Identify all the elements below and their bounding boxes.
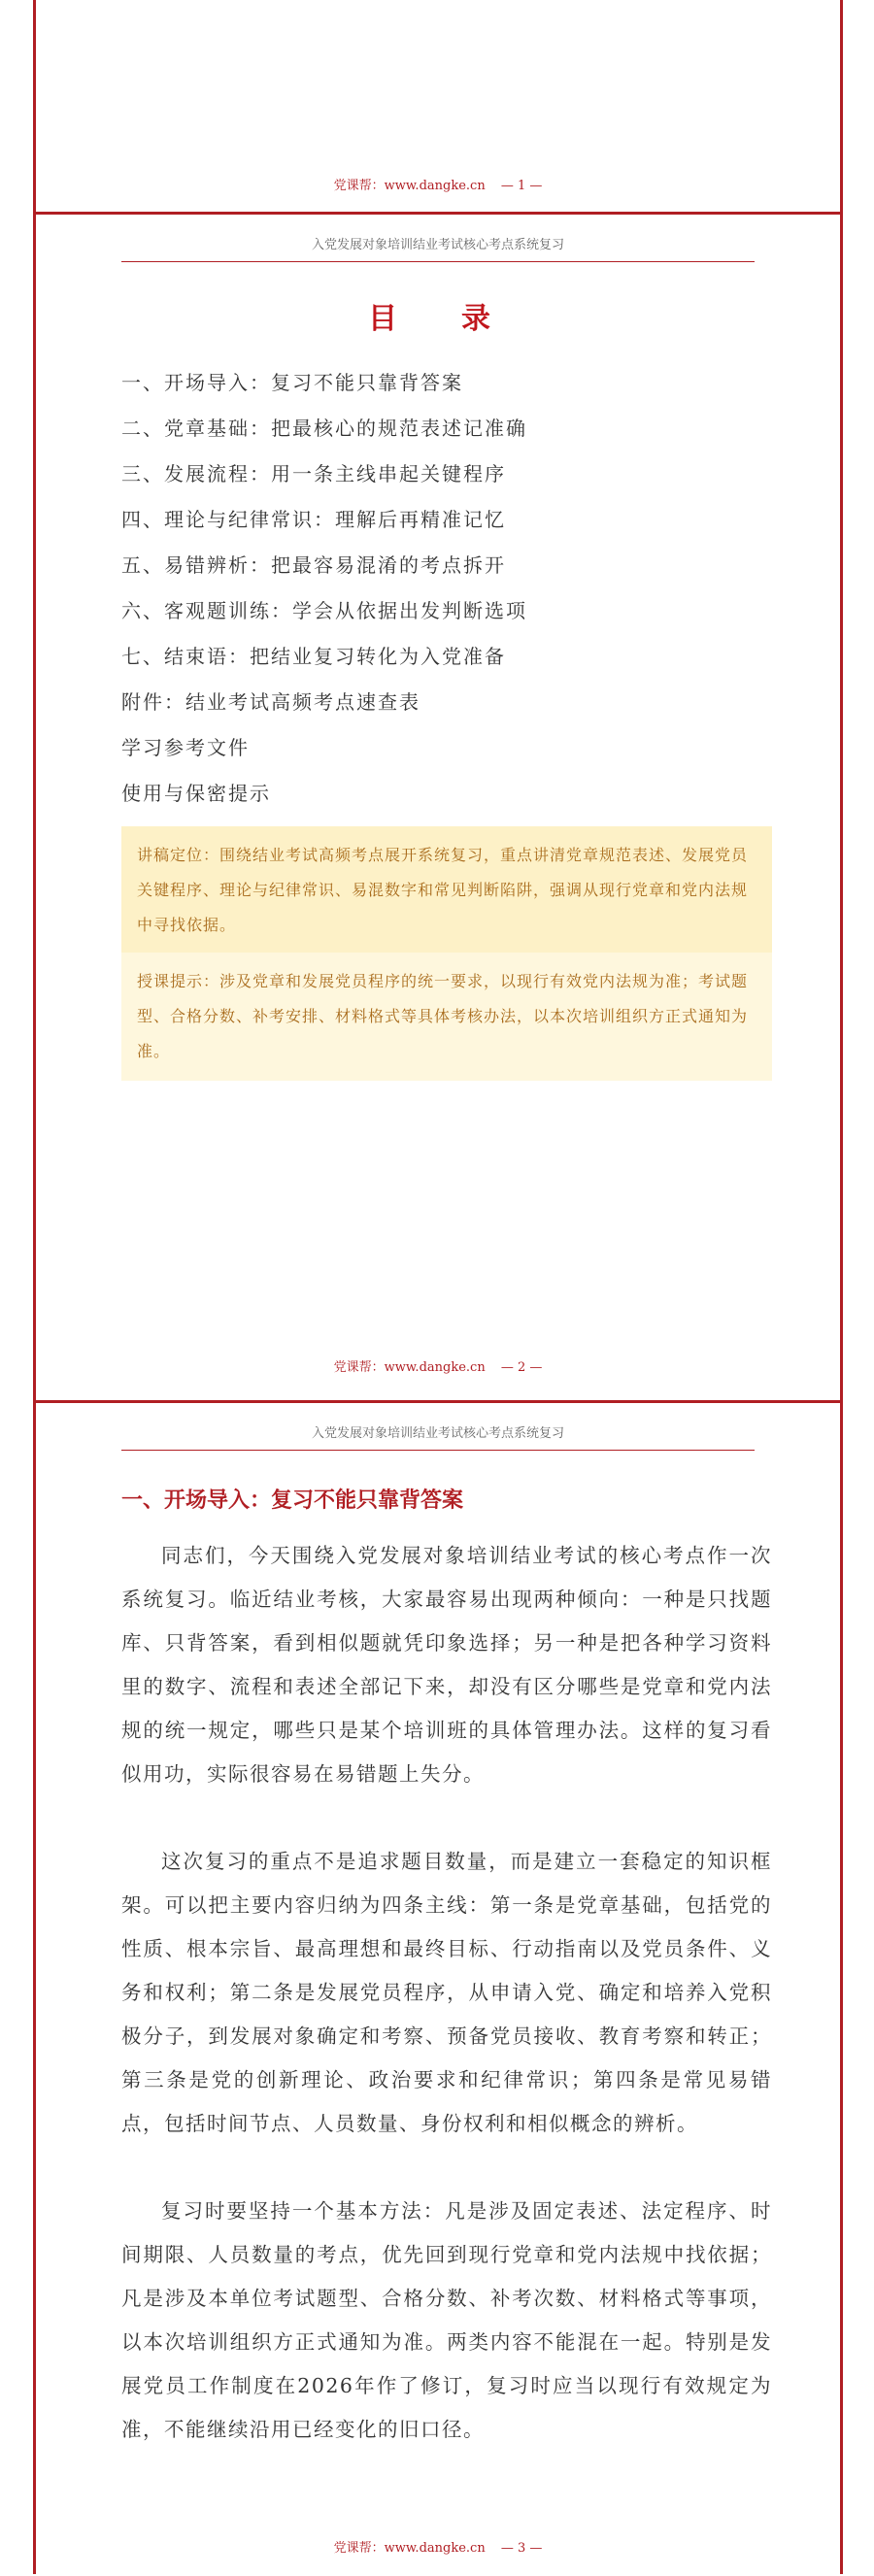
section-title: 一、开场导入：复习不能只靠背答案 xyxy=(121,1489,464,1513)
page-number: — 2 — xyxy=(500,1360,543,1375)
toc-item[interactable]: 学习参考文件 xyxy=(121,736,250,759)
running-header: 入党发展对象培训结业考试核心考点系统复习 xyxy=(311,238,564,252)
toc-item[interactable]: 七、结束语：把结业复习转化为入党准备 xyxy=(121,645,506,668)
page-footer xyxy=(36,175,840,193)
page-number: — 1 — xyxy=(500,179,543,193)
page-2 xyxy=(33,215,843,1400)
header-rule xyxy=(121,1450,755,1451)
toc-item[interactable]: 一、开场导入：复习不能只靠背答案 xyxy=(121,371,463,394)
header-rule xyxy=(121,261,755,262)
positioning-note: 讲稿定位：围绕结业考试高频考点展开系统复习，重点讲清党章规范表述、发展党员关键程序、理论与纪律常识、易混数字和常见判断陷阱，强调从现行党章和党内法规中寻找依据。 xyxy=(121,826,772,954)
toc-item[interactable]: 使用与保密提示 xyxy=(121,782,271,805)
page-3 xyxy=(33,1403,843,2574)
toc-item[interactable]: 附件：结业考试高频考点速查表 xyxy=(121,690,420,714)
toc-item[interactable]: 三、发展流程：用一条主线串起关键程序 xyxy=(121,462,506,485)
page-number: — 3 — xyxy=(500,2541,543,2556)
footer-site: 党课帮：www.dangke.cn xyxy=(333,1360,486,1375)
toc-item[interactable]: 四、理论与纪律常识：理解后再精准记忆 xyxy=(121,508,506,531)
toc-item[interactable]: 二、党章基础：把最核心的规范表述记准确 xyxy=(121,417,527,440)
page-1 xyxy=(33,0,843,212)
footer-site: 党课帮：www.dangke.cn xyxy=(333,179,486,193)
body-paragraph: 同志们，今天围绕入党发展对象培训结业考试的核心考点作一次系统复习。临近结业考核，大家最容易出现两种倾向：一种是只找题库、只背答案，看到相似题就凭印象选择；另一种是把各种学习资料里的数字、流程和表述全部记下来，却没有区分哪些是党章和党内法规的统一规定，哪些只是某个培训班的具体管理办法。这样的复习看似用功，实际很容易在易错题上失分。 xyxy=(121,1544,772,1786)
page-footer xyxy=(36,2537,840,2556)
toc-title: 目 录 xyxy=(368,302,508,336)
toc-item[interactable]: 五、易错辨析：把最容易混淆的考点拆开 xyxy=(121,553,506,577)
footer-site: 党课帮：www.dangke.cn xyxy=(333,2541,486,2556)
toc-item[interactable]: 六、客观题训练：学会从依据出发判断选项 xyxy=(121,599,527,622)
running-header: 入党发展对象培训结业考试核心考点系统复习 xyxy=(311,1426,564,1441)
toc-list xyxy=(121,360,527,817)
page-footer xyxy=(36,1356,840,1375)
teaching-note: 授课提示：涉及党章和发展党员程序的统一要求，以现行有效党内法规为准；考试题型、合格分数、补考安排、材料格式等具体考核办法，以本次培训组织方正式通知为准。 xyxy=(121,953,772,1081)
body-paragraph: 这次复习的重点不是追求题目数量，而是建立一套稳定的知识框架。可以把主要内容归纳为四条主线：第一条是党章基础，包括党的性质、根本宗旨、最高理想和最终目标、行动指南以及党员条件、义务和权利；第二条是发展党员程序，从申请入党、确定和培养入党积极分子，到发展对象确定和考察、预备党员接收、教育考察和转正；第三条是党的创新理论、政治要求和纪律常识；第四条是常见易错点，包括时间节点、人员数量、身份权利和相似概念的辨析。 xyxy=(121,1850,772,2135)
body-paragraph: 复习时要坚持一个基本方法：凡是涉及固定表述、法定程序、时间期限、人员数量的考点，优先回到现行党章和党内法规中找依据；凡是涉及本单位考试题型、合格分数、补考次数、材料格式等事项，以本次培训组织方正式通知为准。两类内容不能混在一起。特别是发展党员工作制度在2026年作了修订，复习时应当以现行有效规定为准，不能继续沿用已经变化的旧口径。 xyxy=(121,2199,772,2441)
